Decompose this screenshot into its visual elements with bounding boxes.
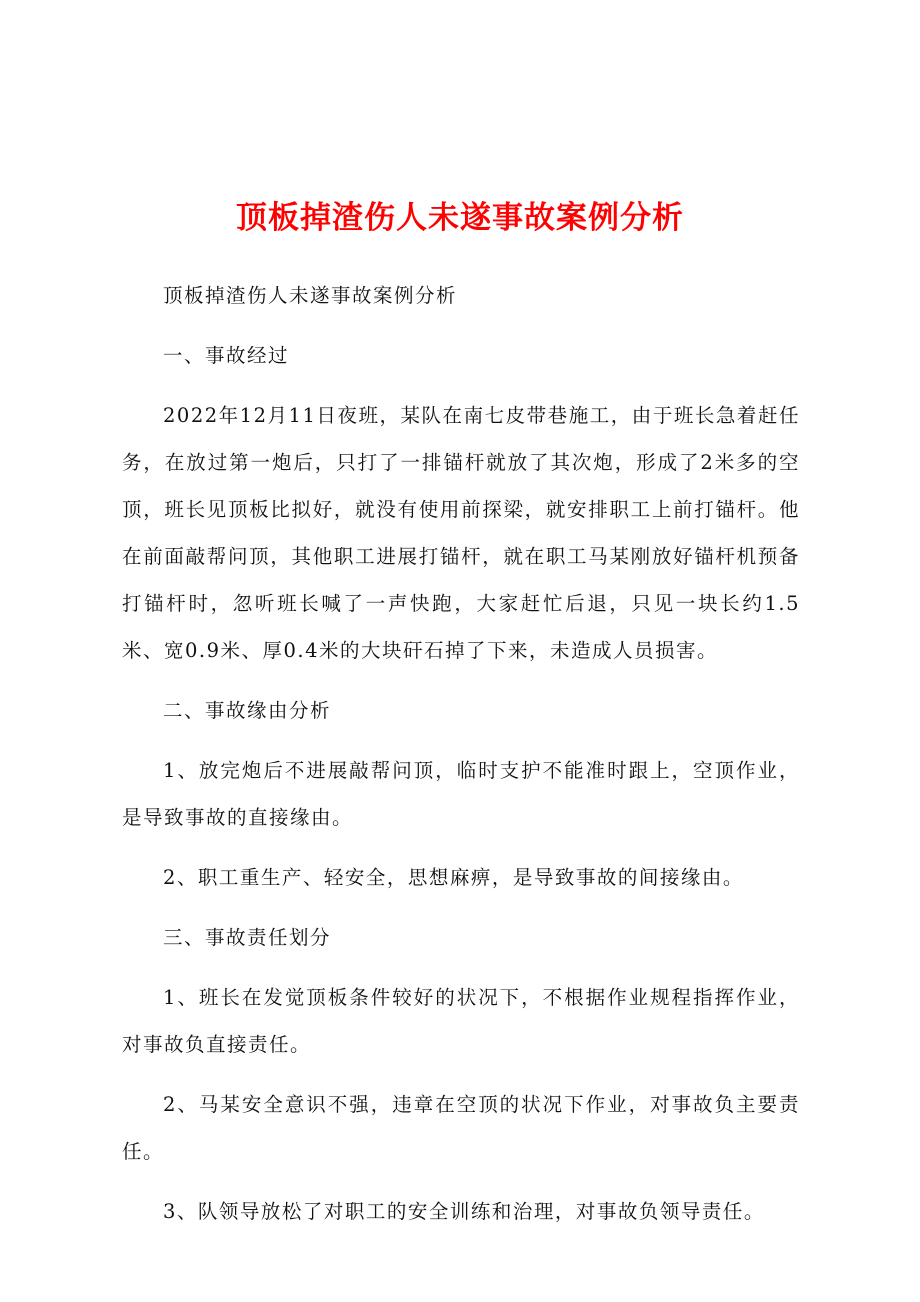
paragraph-indirect-cause: 2、职工重生产、轻安全，思想麻痹，是导致事故的间接缘由。: [163, 866, 744, 889]
section-heading-cause-analysis: 二、事故缘由分析: [163, 699, 332, 722]
document-body: [122, 272, 800, 1248]
paragraph-accident-description: 2022年12月11日夜班，某队在南七皮带巷施工，由于班长急着赶任务，在放过第一炮后，只打了一排锚杆就放了其次炮，形成了2米多的空顶，班长见顶板比拟好，就没有使用前探梁，就安排职工上前打锚杆。他在前面敲帮问顶，其他职工进展打锚杆，就在职工马某刚放好锚杆机预备打锚杆时，忽听班长喊了一声快跑，大家赶忙后退，只见一块长约1.5米、宽0.9米、厚0.4米的大块矸石掉了下来，未造成人员损害。: [122, 404, 800, 662]
paragraph-subtitle: 顶板掉渣伤人未遂事故案例分析: [163, 284, 458, 307]
paragraph-direct-cause: 1、放完炮后不进展敲帮问顶，临时支护不能准时跟上，空顶作业，是导致事故的直接缘由。: [122, 759, 800, 829]
paragraph-responsibility-1: 1、班长在发觉顶板条件较好的状况下，不根据作业规程指挥作业，对事故负直接责任。: [122, 986, 800, 1056]
section-heading-accident-process: 一、事故经过: [163, 344, 290, 367]
document-title: 顶板掉渣伤人未遂事故案例分析: [236, 200, 684, 236]
paragraph-responsibility-3: 3、队领导放松了对职工的安全训练和治理，对事故负领导责任。: [163, 1200, 765, 1223]
section-heading-responsibility: 三、事故责任划分: [163, 926, 332, 949]
paragraph-responsibility-2: 2、马某安全意识不强，违章在空顶的状况下作业，对事故负主要责任。: [122, 1093, 800, 1163]
